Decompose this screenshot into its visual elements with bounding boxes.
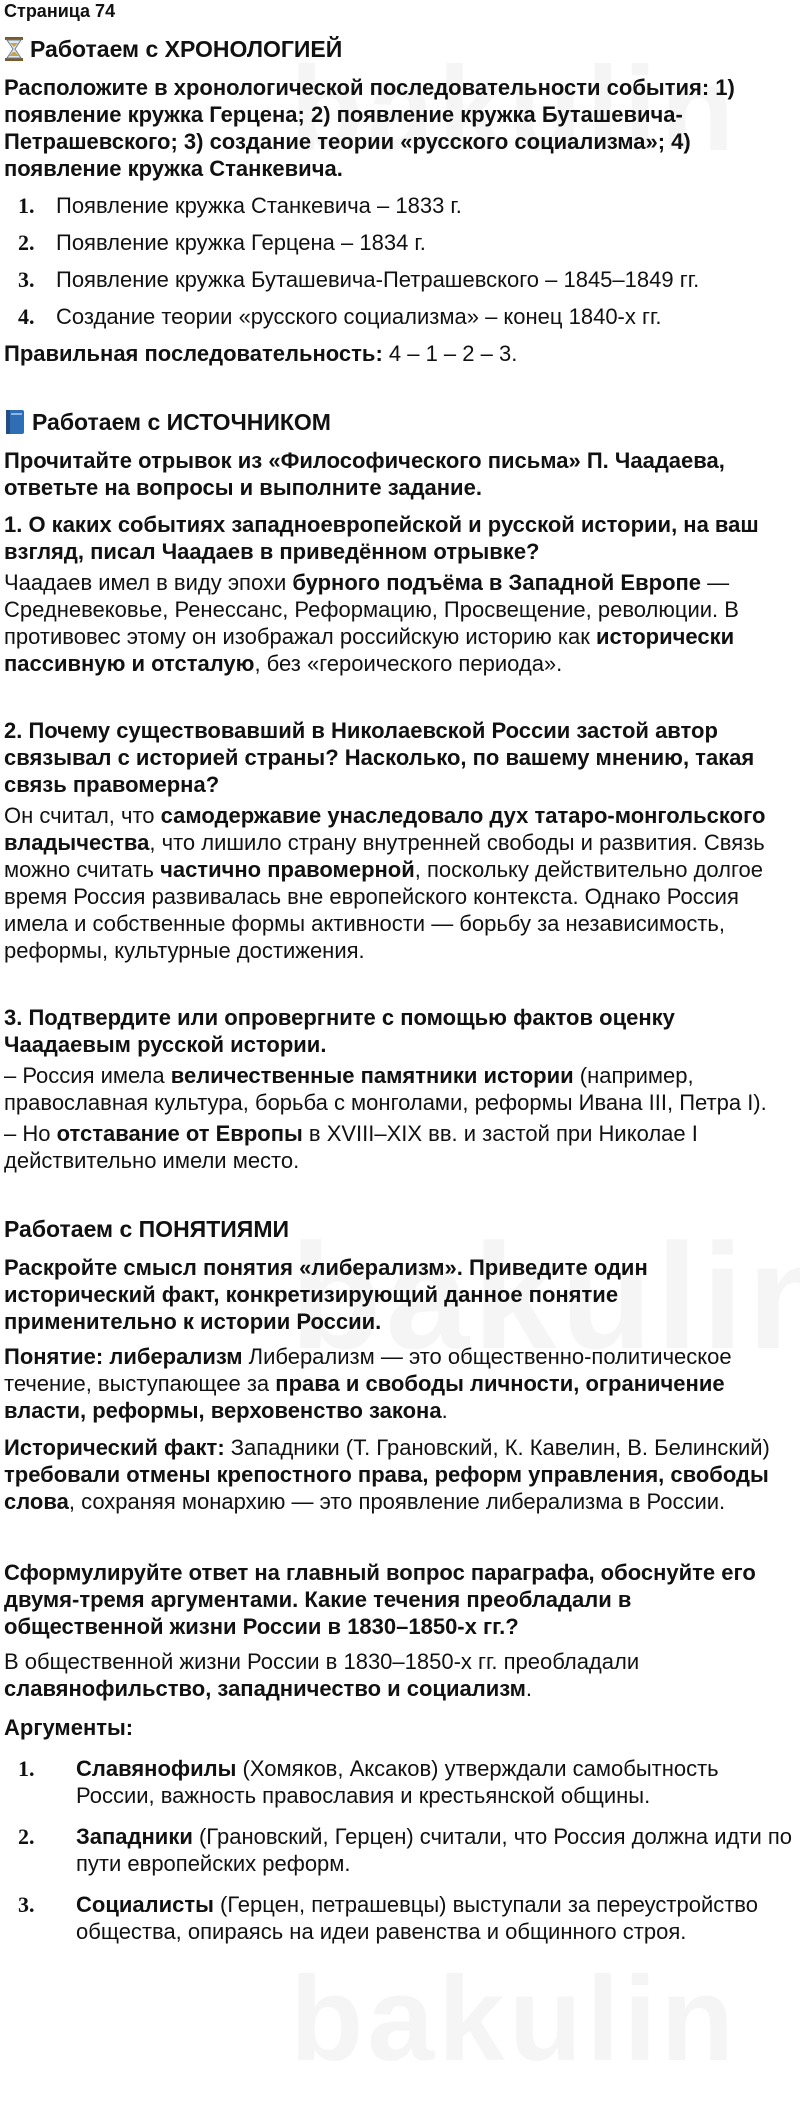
summary-intro: В общественной жизни России в 1830–1850-х гг. преобладали славянофильство, западничество и социализм. [4, 1649, 640, 1701]
list-item: 4. Создание теории «русского социализма» – конец 1840-х гг. [18, 304, 662, 329]
watermark [290, 1950, 738, 2088]
list-item: 3. Появление кружка Буташевича-Петрашевского – 1845–1849 гг. [18, 267, 700, 292]
list-item: 3. Социалисты (Герцен, петрашевцы) выступали за переустройство общества, опираясь на идеи равенства и общинного строя. [18, 1892, 758, 1944]
source-answer-3b: – Но отставание от Европы в XVIII–XIX вв. и застой при Николае I действительно имели место. [4, 1121, 698, 1173]
list-item: 1. Появление кружка Станкевича – 1833 г. [18, 193, 462, 218]
list-item: 1. Славянофилы (Хомяков, Аксаков) утверждали самобытность России, важность православия и крестьянской общины. [18, 1756, 719, 1808]
summary-task: Сформулируйте ответ на главный вопрос параграфа, обоснуйте его двумя-тремя аргументами. Какие течения преобладали в общественной жизни России в 1830–1850-х гг.? [4, 1560, 756, 1639]
source-question-2: 2. Почему существовавший в Николаевской России застой автор связывал с историей страны? Насколько, по вашему мнению, такая связь правомерна? [4, 718, 755, 797]
source-question-3: 3. Подтвердите или опровергните с помощью фактов оценку Чаадаевым русской истории. [4, 1005, 675, 1057]
list-item: 2. Появление кружка Герцена – 1834 г. [18, 230, 426, 255]
arguments-list [4, 1755, 792, 1945]
source-answer-3a: – Россия имела величественные памятники истории (например, православная культура, борьба с монголами, реформы Ивана III, Петра I). [4, 1063, 767, 1115]
concept-fact: Исторический факт: Западники (Т. Грановский, К. Кавелин, В. Белинский) требовали отмены крепостного права, реформ управления, свободы слова, сохраняя монархию — это проявление либерализма в России. [4, 1435, 770, 1514]
concepts-task: Раскройте смысл понятия «либерализм». Приведите один исторический факт, конкретизирующий данное понятие применительно к истории России. [4, 1255, 648, 1334]
source-heading-text: Работаем с ИСТОЧНИКОМ [32, 409, 331, 435]
chronology-heading-text: Работаем с ХРОНОЛОГИЕЙ [30, 36, 343, 62]
chronology-list [4, 192, 792, 330]
source-heading [4, 407, 792, 437]
concepts-heading-text: Работаем с ПОНЯТИЯМИ [4, 1216, 290, 1242]
concept-definition: Понятие: либерализм Либерализм — это общественно-политическое течение, выступающее за права и свободы личности, ограничение власти, реформы, верховенство закона. [4, 1344, 732, 1423]
source-question-1: 1. О каких событиях западноевропейской и русской истории, на ваш взгляд, писал Чаадаев в приведённом отрывке? [4, 512, 759, 564]
arguments-label: Аргументы: [4, 1715, 134, 1740]
book-icon [4, 409, 26, 435]
source-answer-2: Он считал, что самодержавие унаследовало дух татаро-монгольского владычества, что лишило страну внутренней свободы и развития. Связь можно считать частично правомерной, поскольку действительно долгое время Россия развивалась вне европейского контекста. Однако Россия имела и собственные формы активности — борьбу за независимость, реформы, культурные достижения. [4, 803, 766, 963]
chronology-heading [4, 34, 792, 64]
chronology-answer: Правильная последовательность: 4 – 1 – 2 – 3. [4, 341, 518, 366]
source-task: Прочитайте отрывок из «Философического письма» П. Чаадаева, ответьте на вопросы и выполните задание. [4, 448, 725, 500]
hourglass-icon [4, 37, 24, 61]
list-item: 2. Западники (Грановский, Герцен) считали, что Россия должна идти по пути европейских реформ. [18, 1824, 792, 1876]
page-number: Страница 74 [4, 1, 116, 21]
source-answer-1: Чаадаев имел в виду эпохи бурного подъёма в Западной Европе — Средневековье, Ренессанс, Реформацию, Просвещение, революции. В противовес этому он изображал российскую историю как исторически пассивную и отсталую, без «героического периода». [4, 570, 739, 676]
chronology-task: Расположите в хронологической последовательности события: 1) появление кружка Герцена; 2) появление кружка Буташевича-Петрашевского; 3) создание теории «русского социализма»; 4) появление кружка Станкевича. [4, 75, 735, 181]
concepts-heading [4, 1214, 792, 1244]
